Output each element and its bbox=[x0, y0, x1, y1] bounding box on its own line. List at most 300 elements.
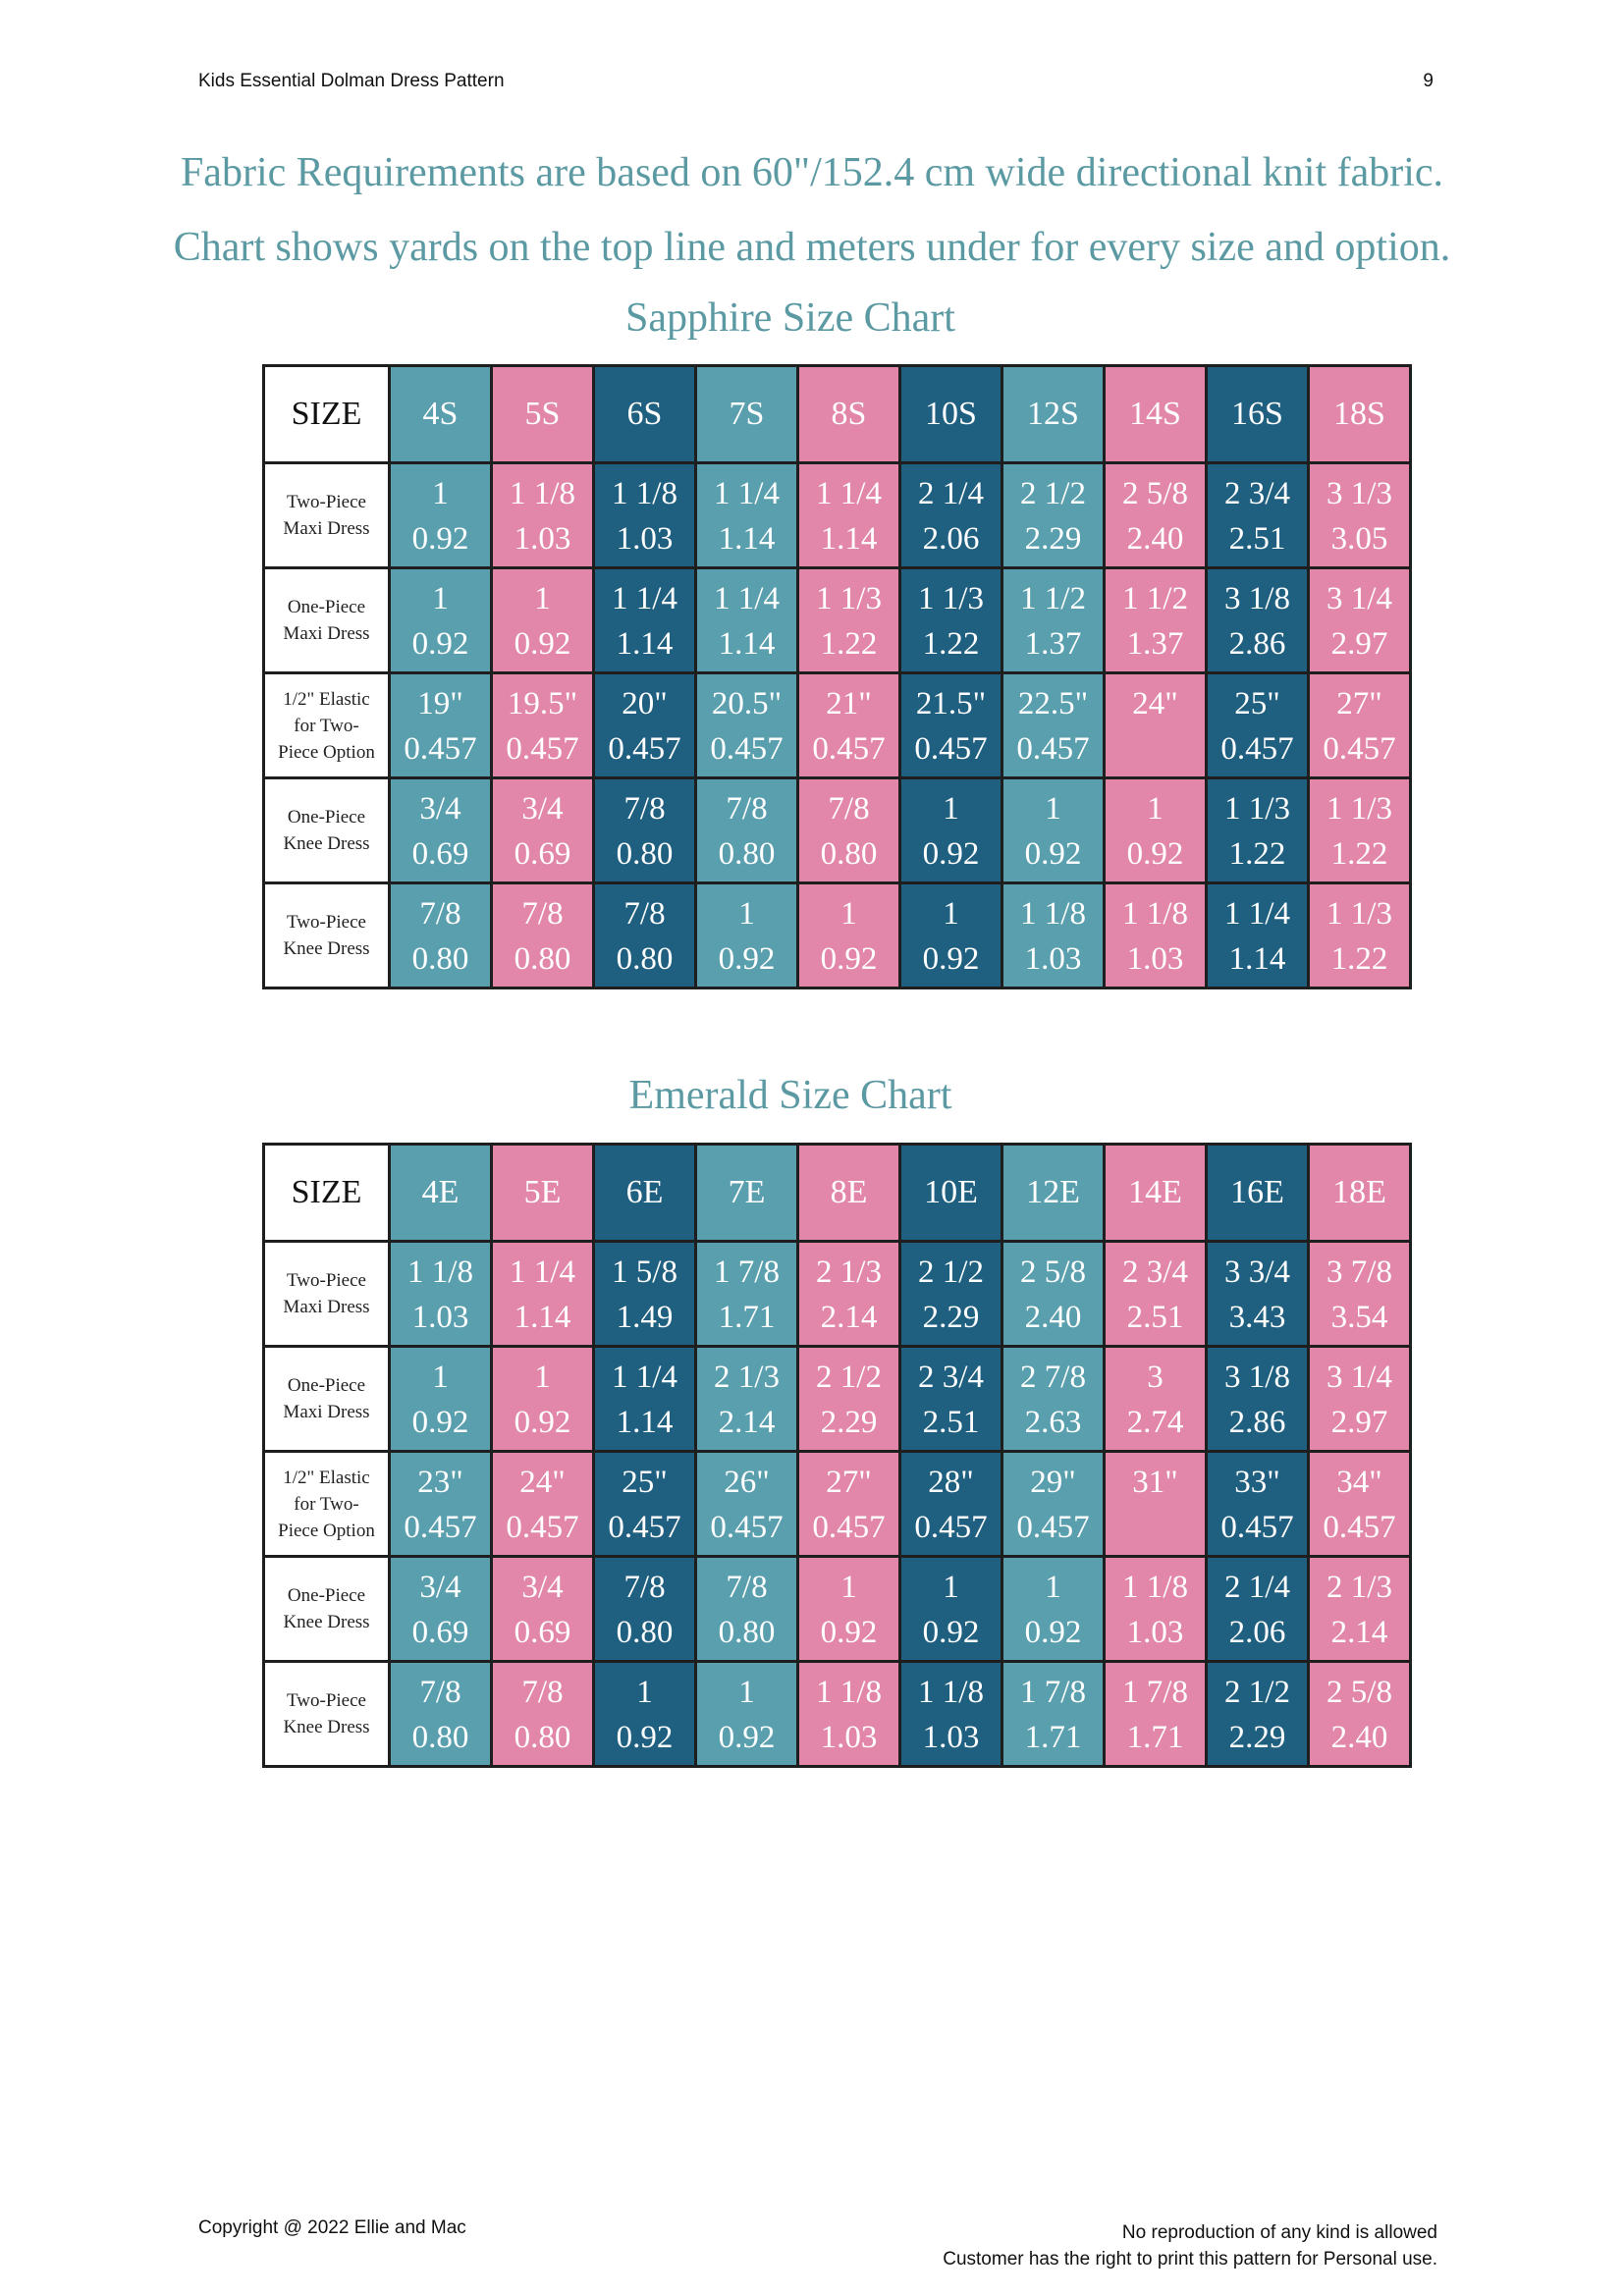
yards-value: 1 bbox=[432, 581, 449, 616]
option-label-line: Knee Dress bbox=[283, 1612, 370, 1632]
meters-value: 2.40 bbox=[1024, 1300, 1082, 1335]
option-label-line: 1/2" Elastic bbox=[283, 688, 370, 710]
fabric-amount-cell bbox=[900, 1557, 1002, 1662]
meters-value: 1.22 bbox=[1330, 941, 1388, 977]
yards-value: 2 7/8 bbox=[1020, 1360, 1086, 1395]
meters-value: 1.03 bbox=[411, 1300, 469, 1335]
fabric-amount-cell bbox=[594, 778, 696, 883]
chart-units-note: Chart shows yards on the top line and meters under for every size and option. bbox=[173, 225, 1451, 270]
meters-value: 1.49 bbox=[616, 1300, 674, 1335]
meters-value: 2.51 bbox=[1126, 1300, 1184, 1335]
size-header-row bbox=[264, 1145, 1411, 1242]
yards-value: 1 1/3 bbox=[1326, 896, 1392, 932]
copyright-text: Copyright @ 2022 Ellie and Mac bbox=[198, 2217, 466, 2238]
size-code: 18S bbox=[1333, 396, 1385, 432]
fabric-amount-cell bbox=[492, 673, 594, 778]
option-label bbox=[264, 463, 390, 568]
fabric-amount-cell bbox=[492, 1347, 594, 1452]
meters-value: 0.92 bbox=[411, 521, 469, 557]
meters-value: 0.457 bbox=[914, 1510, 988, 1545]
option-label-line: Piece Option bbox=[278, 741, 375, 763]
size-code: 14S bbox=[1129, 396, 1181, 432]
yards-value: 3 1/8 bbox=[1224, 1360, 1290, 1395]
size-header-cell bbox=[696, 1145, 798, 1242]
option-row bbox=[264, 1242, 1411, 1347]
size-code: 6E bbox=[625, 1174, 664, 1210]
meters-value: 1.14 bbox=[820, 521, 878, 557]
option-label bbox=[264, 1347, 390, 1452]
yards-value: 19" bbox=[417, 686, 463, 721]
yards-value: 2 5/8 bbox=[1122, 476, 1188, 511]
option-label-line: for Two- bbox=[294, 715, 359, 736]
yards-value: 19.5" bbox=[507, 686, 578, 721]
size-code: 7E bbox=[728, 1174, 766, 1210]
fabric-amount-cell bbox=[390, 883, 492, 988]
fabric-amount-cell bbox=[390, 1242, 492, 1347]
fabric-amount-cell bbox=[1105, 1662, 1207, 1767]
meters-value: 0.457 bbox=[812, 731, 886, 767]
size-code: 14E bbox=[1128, 1174, 1182, 1210]
fabric-amount-cell bbox=[1002, 1557, 1105, 1662]
yards-value: 2 5/8 bbox=[1020, 1255, 1086, 1290]
meters-value bbox=[1106, 727, 1205, 771]
size-code: 16S bbox=[1231, 396, 1283, 432]
fabric-amount-cell bbox=[696, 778, 798, 883]
yards-value: 1 bbox=[943, 896, 959, 932]
size-header-cell bbox=[798, 366, 900, 463]
size-header-row bbox=[264, 366, 1411, 463]
size-code: 6S bbox=[626, 396, 663, 432]
meters-value: 1.14 bbox=[718, 626, 776, 662]
option-row bbox=[264, 883, 1411, 988]
meters-value: 0.69 bbox=[514, 836, 571, 872]
meters-value: 0.457 bbox=[506, 731, 579, 767]
option-label-line: One-Piece bbox=[287, 1375, 366, 1396]
meters-value: 0.457 bbox=[1016, 1510, 1090, 1545]
yards-value: 26" bbox=[724, 1465, 770, 1500]
option-row bbox=[264, 778, 1411, 883]
meters-value: 0.80 bbox=[514, 941, 571, 977]
meters-value: 2.29 bbox=[820, 1405, 878, 1440]
meters-value: 0.457 bbox=[404, 731, 477, 767]
option-row bbox=[264, 568, 1411, 673]
fabric-amount-cell bbox=[798, 463, 900, 568]
fabric-amount-cell bbox=[900, 463, 1002, 568]
meters-value: 0.92 bbox=[718, 941, 776, 977]
yards-value: 25" bbox=[622, 1465, 668, 1500]
option-label bbox=[264, 883, 390, 988]
yards-value: 27" bbox=[1336, 686, 1382, 721]
yards-value: 22.5" bbox=[1017, 686, 1089, 721]
page-number: 9 bbox=[1423, 71, 1434, 91]
fabric-amount-cell bbox=[1309, 883, 1411, 988]
meters-value: 2.29 bbox=[1228, 1720, 1286, 1755]
meters-value: 1.37 bbox=[1126, 626, 1184, 662]
fabric-amount-cell bbox=[492, 1242, 594, 1347]
option-label-line: One-Piece bbox=[287, 807, 366, 828]
fabric-amount-cell bbox=[594, 1242, 696, 1347]
size-header-cell bbox=[390, 1145, 492, 1242]
yards-value: 1 1/3 bbox=[918, 581, 984, 616]
yards-value: 1 7/8 bbox=[1122, 1675, 1188, 1710]
yards-value: 33" bbox=[1234, 1465, 1280, 1500]
yards-value: 29" bbox=[1030, 1465, 1076, 1500]
option-label-line: Maxi Dress bbox=[283, 1402, 370, 1422]
yards-value: 1 bbox=[636, 1675, 653, 1710]
fabric-amount-cell bbox=[1309, 1347, 1411, 1452]
yards-value: 1 1/3 bbox=[1326, 791, 1392, 827]
meters-value: 0.457 bbox=[404, 1510, 477, 1545]
meters-value: 2.97 bbox=[1330, 626, 1388, 662]
fabric-amount-cell bbox=[798, 1347, 900, 1452]
meters-value: 0.80 bbox=[514, 1720, 571, 1755]
yards-value: 3 bbox=[1147, 1360, 1164, 1395]
meters-value: 2.40 bbox=[1126, 521, 1184, 557]
yards-value: 1 1/8 bbox=[816, 1675, 882, 1710]
yards-value: 1 bbox=[840, 1570, 857, 1605]
size-header-cell bbox=[900, 1145, 1002, 1242]
document-title: Kids Essential Dolman Dress Pattern bbox=[198, 71, 505, 91]
meters-value: 0.92 bbox=[1126, 836, 1184, 872]
meters-value: 1.71 bbox=[1024, 1720, 1082, 1755]
size-column-label: SIZE bbox=[264, 1145, 390, 1242]
fabric-amount-cell bbox=[1207, 883, 1309, 988]
size-header-cell bbox=[594, 1145, 696, 1242]
yards-value: 1 7/8 bbox=[714, 1255, 780, 1290]
fabric-amount-cell bbox=[492, 568, 594, 673]
meters-value: 2.86 bbox=[1228, 626, 1286, 662]
fabric-amount-cell bbox=[1105, 1452, 1207, 1557]
option-label-line: One-Piece bbox=[287, 597, 366, 617]
size-header-cell bbox=[390, 366, 492, 463]
fabric-amount-cell bbox=[1207, 1557, 1309, 1662]
option-label-line: Maxi Dress bbox=[283, 1297, 370, 1317]
meters-value: 1.22 bbox=[1228, 836, 1286, 872]
fabric-amount-cell bbox=[594, 1347, 696, 1452]
meters-value: 1.03 bbox=[922, 1720, 980, 1755]
option-row bbox=[264, 1557, 1411, 1662]
fabric-amount-cell bbox=[390, 1347, 492, 1452]
meters-value: 2.74 bbox=[1126, 1405, 1184, 1440]
size-code: 7S bbox=[729, 396, 765, 432]
meters-value: 2.63 bbox=[1024, 1405, 1082, 1440]
fabric-amount-cell bbox=[1105, 463, 1207, 568]
yards-value: 2 1/2 bbox=[1020, 476, 1086, 511]
meters-value: 1.03 bbox=[820, 1720, 878, 1755]
fabric-amount-cell bbox=[1207, 568, 1309, 673]
fabric-amount-cell bbox=[798, 1452, 900, 1557]
yards-value: 1 7/8 bbox=[1020, 1675, 1086, 1710]
meters-value: 0.69 bbox=[514, 1615, 571, 1650]
yards-value: 1 1/4 bbox=[816, 476, 882, 511]
fabric-amount-cell bbox=[594, 883, 696, 988]
yards-value: 1 bbox=[1045, 1570, 1061, 1605]
meters-value: 3.54 bbox=[1330, 1300, 1388, 1335]
size-header-cell bbox=[900, 366, 1002, 463]
meters-value: 1.03 bbox=[616, 521, 674, 557]
yards-value: 2 3/4 bbox=[1224, 476, 1290, 511]
fabric-amount-cell bbox=[390, 673, 492, 778]
meters-value: 0.80 bbox=[616, 941, 674, 977]
meters-value: 0.457 bbox=[914, 731, 988, 767]
meters-value: 0.92 bbox=[718, 1720, 776, 1755]
meters-value: 0.80 bbox=[411, 1720, 469, 1755]
meters-value: 2.14 bbox=[718, 1405, 776, 1440]
yards-value: 1 bbox=[432, 1360, 449, 1395]
yards-value: 2 1/3 bbox=[816, 1255, 882, 1290]
fabric-amount-cell bbox=[594, 568, 696, 673]
fabric-amount-cell bbox=[900, 673, 1002, 778]
yards-value: 3 1/8 bbox=[1224, 581, 1290, 616]
option-label bbox=[264, 673, 390, 778]
fabric-amount-cell bbox=[696, 1557, 798, 1662]
fabric-amount-cell bbox=[798, 1242, 900, 1347]
fabric-amount-cell bbox=[1105, 673, 1207, 778]
fabric-amount-cell bbox=[696, 883, 798, 988]
option-label bbox=[264, 1557, 390, 1662]
meters-value: 3.05 bbox=[1330, 521, 1388, 557]
fabric-amount-cell bbox=[798, 1557, 900, 1662]
yards-value: 34" bbox=[1336, 1465, 1382, 1500]
size-header-cell bbox=[1105, 366, 1207, 463]
fabric-amount-cell bbox=[390, 463, 492, 568]
fabric-requirements-note: Fabric Requirements are based on 60"/152.4 cm wide directional knit fabric. bbox=[180, 150, 1444, 195]
fabric-amount-cell bbox=[1002, 1452, 1105, 1557]
fabric-amount-cell bbox=[492, 1452, 594, 1557]
meters-value: 2.06 bbox=[922, 521, 980, 557]
yards-value: 2 1/3 bbox=[714, 1360, 780, 1395]
fabric-amount-cell bbox=[492, 1662, 594, 1767]
fabric-amount-cell bbox=[696, 463, 798, 568]
option-label-line: Piece Option bbox=[278, 1520, 375, 1541]
meters-value: 0.457 bbox=[608, 731, 681, 767]
size-code: 8S bbox=[831, 396, 867, 432]
yards-value: 7/8 bbox=[521, 896, 564, 932]
option-row bbox=[264, 463, 1411, 568]
yards-value: 3 1/4 bbox=[1326, 1360, 1392, 1395]
yards-value: 1 1/3 bbox=[1224, 791, 1290, 827]
meters-value: 0.457 bbox=[506, 1510, 579, 1545]
yards-value: 20" bbox=[622, 686, 668, 721]
yards-value: 1 1/8 bbox=[1122, 896, 1188, 932]
emerald-chart-title: Emerald Size Chart bbox=[628, 1073, 952, 1118]
yards-value: 1 1/3 bbox=[816, 581, 882, 616]
meters-value: 0.92 bbox=[820, 1615, 878, 1650]
size-code: 18E bbox=[1332, 1174, 1386, 1210]
size-code: 12S bbox=[1027, 396, 1079, 432]
meters-value: 1.14 bbox=[514, 1300, 571, 1335]
fabric-amount-cell bbox=[1309, 1452, 1411, 1557]
fabric-amount-cell bbox=[798, 1662, 900, 1767]
fabric-amount-cell bbox=[696, 1347, 798, 1452]
fabric-amount-cell bbox=[1207, 1347, 1309, 1452]
fabric-amount-cell bbox=[594, 1452, 696, 1557]
meters-value: 2.14 bbox=[1330, 1615, 1388, 1650]
fabric-amount-cell bbox=[1002, 1242, 1105, 1347]
meters-value: 2.40 bbox=[1330, 1720, 1388, 1755]
size-header-cell bbox=[1309, 1145, 1411, 1242]
yards-value: 1 bbox=[738, 1675, 755, 1710]
yards-value: 1 1/8 bbox=[918, 1675, 984, 1710]
yards-value: 25" bbox=[1234, 686, 1280, 721]
meters-value: 0.457 bbox=[812, 1510, 886, 1545]
yards-value: 3/4 bbox=[419, 1570, 461, 1605]
yards-value: 1 bbox=[432, 476, 449, 511]
yards-value: 1 1/4 bbox=[612, 581, 677, 616]
size-code: 12E bbox=[1026, 1174, 1080, 1210]
yards-value: 2 3/4 bbox=[1122, 1255, 1188, 1290]
meters-value: 0.92 bbox=[411, 626, 469, 662]
option-label-line: Maxi Dress bbox=[283, 623, 370, 644]
fabric-amount-cell bbox=[1002, 673, 1105, 778]
size-header-cell bbox=[696, 366, 798, 463]
yards-value: 2 1/4 bbox=[918, 476, 984, 511]
yards-value: 1 1/4 bbox=[714, 581, 780, 616]
yards-value: 1 1/8 bbox=[1020, 896, 1086, 932]
yards-value: 1 1/2 bbox=[1122, 581, 1188, 616]
meters-value: 1.22 bbox=[1330, 836, 1388, 872]
fabric-amount-cell bbox=[492, 463, 594, 568]
fabric-amount-cell bbox=[1002, 778, 1105, 883]
fabric-amount-cell bbox=[390, 1557, 492, 1662]
yards-value: 1 1/4 bbox=[612, 1360, 677, 1395]
yards-value: 1 1/8 bbox=[1122, 1570, 1188, 1605]
fabric-amount-cell bbox=[900, 883, 1002, 988]
fabric-amount-cell bbox=[900, 1662, 1002, 1767]
option-label-line: Two-Piece bbox=[287, 1270, 366, 1291]
fabric-amount-cell bbox=[696, 568, 798, 673]
meters-value: 1.71 bbox=[718, 1300, 776, 1335]
personal-use-notice: Customer has the right to print this pattern for Personal use. bbox=[943, 2249, 1437, 2269]
meters-value: 2.29 bbox=[1024, 521, 1082, 557]
size-header-cell bbox=[1309, 366, 1411, 463]
size-code: 4S bbox=[422, 396, 459, 432]
yards-value: 27" bbox=[826, 1465, 872, 1500]
size-header-cell bbox=[1002, 366, 1105, 463]
meters-value: 1.37 bbox=[1024, 626, 1082, 662]
yards-value: 2 1/4 bbox=[1224, 1570, 1290, 1605]
option-label-line: Two-Piece bbox=[287, 912, 366, 933]
meters-value: 0.80 bbox=[411, 941, 469, 977]
fabric-amount-cell bbox=[594, 673, 696, 778]
yards-value: 21" bbox=[826, 686, 872, 721]
option-label-line: Knee Dress bbox=[283, 1717, 370, 1737]
fabric-amount-cell bbox=[798, 883, 900, 988]
fabric-amount-cell bbox=[798, 673, 900, 778]
fabric-amount-cell bbox=[1002, 568, 1105, 673]
fabric-amount-cell bbox=[1207, 778, 1309, 883]
option-label-line: One-Piece bbox=[287, 1585, 366, 1606]
fabric-amount-cell bbox=[594, 1662, 696, 1767]
size-column-label: SIZE bbox=[264, 366, 390, 463]
fabric-amount-cell bbox=[1105, 1557, 1207, 1662]
fabric-amount-cell bbox=[798, 778, 900, 883]
fabric-amount-cell bbox=[1105, 778, 1207, 883]
size-code: 8E bbox=[830, 1174, 868, 1210]
fabric-amount-cell bbox=[1207, 1452, 1309, 1557]
yards-value: 21.5" bbox=[915, 686, 987, 721]
yards-value: 3/4 bbox=[419, 791, 461, 827]
option-label bbox=[264, 1662, 390, 1767]
fabric-amount-cell bbox=[900, 1452, 1002, 1557]
fabric-amount-cell bbox=[1002, 883, 1105, 988]
option-label-line: Knee Dress bbox=[283, 938, 370, 959]
fabric-amount-cell bbox=[696, 673, 798, 778]
yards-value: 23" bbox=[417, 1465, 463, 1500]
yards-value: 2 1/2 bbox=[1224, 1675, 1290, 1710]
yards-value: 7/8 bbox=[623, 791, 666, 827]
meters-value: 0.457 bbox=[1220, 1510, 1294, 1545]
meters-value: 0.92 bbox=[922, 1615, 980, 1650]
fabric-amount-cell bbox=[390, 568, 492, 673]
yards-value: 7/8 bbox=[828, 791, 870, 827]
sapphire-size-chart bbox=[262, 364, 1412, 989]
meters-value: 2.14 bbox=[820, 1300, 878, 1335]
fabric-amount-cell bbox=[1309, 1662, 1411, 1767]
yards-value: 2 3/4 bbox=[918, 1360, 984, 1395]
yards-value: 1 1/4 bbox=[510, 1255, 575, 1290]
meters-value: 2.51 bbox=[1228, 521, 1286, 557]
fabric-amount-cell bbox=[1105, 568, 1207, 673]
fabric-amount-cell bbox=[1207, 463, 1309, 568]
fabric-amount-cell bbox=[1309, 778, 1411, 883]
option-row bbox=[264, 1347, 1411, 1452]
yards-value: 1 bbox=[534, 581, 551, 616]
meters-value: 0.92 bbox=[1024, 836, 1082, 872]
fabric-amount-cell bbox=[696, 1242, 798, 1347]
yards-value: 1 bbox=[738, 896, 755, 932]
fabric-amount-cell bbox=[900, 1347, 1002, 1452]
option-label-line: for Two- bbox=[294, 1493, 359, 1515]
size-header-cell bbox=[798, 1145, 900, 1242]
size-header-cell bbox=[1207, 366, 1309, 463]
yards-value: 2 5/8 bbox=[1326, 1675, 1392, 1710]
fabric-amount-cell bbox=[1309, 673, 1411, 778]
meters-value: 1.14 bbox=[718, 521, 776, 557]
yards-value: 7/8 bbox=[521, 1675, 564, 1710]
size-header-cell bbox=[1002, 1145, 1105, 1242]
yards-value: 7/8 bbox=[623, 1570, 666, 1605]
size-header-cell bbox=[492, 366, 594, 463]
fabric-amount-cell bbox=[492, 1557, 594, 1662]
meters-value: 0.457 bbox=[710, 731, 784, 767]
yards-value: 1 bbox=[1045, 791, 1061, 827]
fabric-amount-cell bbox=[1309, 568, 1411, 673]
meters-value: 1.22 bbox=[922, 626, 980, 662]
yards-value: 3/4 bbox=[521, 791, 564, 827]
yards-value: 1 bbox=[534, 1360, 551, 1395]
yards-value: 7/8 bbox=[726, 1570, 768, 1605]
yards-value: 3 1/4 bbox=[1326, 581, 1392, 616]
yards-value: 1 bbox=[943, 1570, 959, 1605]
yards-value: 1 1/8 bbox=[510, 476, 575, 511]
meters-value: 2.51 bbox=[922, 1405, 980, 1440]
meters-value: 0.92 bbox=[514, 1405, 571, 1440]
meters-value: 1.03 bbox=[1126, 1615, 1184, 1650]
fabric-amount-cell bbox=[1309, 1242, 1411, 1347]
yards-value: 2 1/2 bbox=[918, 1255, 984, 1290]
meters-value: 0.92 bbox=[820, 941, 878, 977]
yards-value: 1 1/2 bbox=[1020, 581, 1086, 616]
fabric-amount-cell bbox=[1002, 1347, 1105, 1452]
yards-value: 7/8 bbox=[419, 896, 461, 932]
fabric-amount-cell bbox=[1309, 463, 1411, 568]
meters-value: 1.22 bbox=[820, 626, 878, 662]
meters-value: 1.03 bbox=[514, 521, 571, 557]
yards-value: 7/8 bbox=[726, 791, 768, 827]
meters-value: 0.457 bbox=[608, 1510, 681, 1545]
fabric-amount-cell bbox=[1105, 1242, 1207, 1347]
